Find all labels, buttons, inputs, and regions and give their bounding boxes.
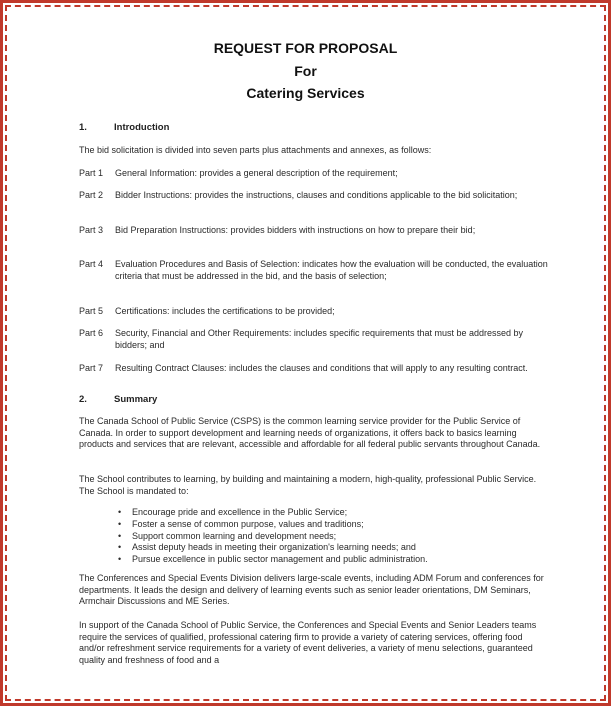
part-description: Bid Preparation Instructions: provides bidders with instructions on how to prepare their bid; (115, 225, 476, 235)
list-item (118, 507, 518, 519)
part-label: Part 3 (79, 225, 104, 235)
part-item (79, 306, 549, 318)
summary-paragraph-3: The Conferences and Special Events Division delivers large-scale events, including ADM Forum and conferences for departments. It leads the design and delivery of learning events such as senior leader orientations, DM Seminars, Armchair Discussions and ME Series. (79, 573, 544, 606)
section-number: 2. (79, 394, 87, 405)
part-description: Certifications: includes the certifications to be provided; (115, 306, 335, 316)
part-description: Resulting Contract Clauses: includes the clauses and conditions that will apply to any resulting contract. (115, 363, 528, 373)
part-description: General Information: provides a general description of the requirement; (115, 168, 398, 178)
part-label: Part 7 (79, 363, 104, 373)
list-item (118, 554, 518, 566)
bullet-icon: • (118, 542, 122, 553)
part-description: Bidder Instructions: provides the instructions, clauses and conditions applicable to the bid solicitation; (115, 190, 518, 200)
list-item-text: Assist deputy heads in meeting their organization's learning needs; and (132, 542, 416, 553)
part-item (79, 190, 549, 202)
part-label: Part 5 (79, 306, 104, 316)
list-item (118, 542, 518, 554)
part-label: Part 4 (79, 259, 104, 269)
part-item (79, 225, 549, 237)
part-item (79, 328, 549, 351)
section-title: Introduction (114, 122, 170, 133)
part-label: Part 2 (79, 190, 104, 200)
part-item (79, 259, 549, 282)
list-item (118, 531, 518, 543)
list-item-text: Pursue excellence in public sector management and public administration. (132, 554, 428, 565)
part-item (79, 363, 549, 375)
bullet-icon: • (118, 507, 122, 517)
summary-paragraph-2: The School contributes to learning, by building and maintaining a modern, high-quality, professional Public Service. The School is mandated to: (79, 474, 537, 496)
part-label: Part 1 (79, 168, 104, 178)
part-description: Evaluation Procedures and Basis of Selection: indicates how the evaluation will be conducted, the evaluation criteria that must be addressed in the bid, and the basis of selection; (115, 259, 548, 281)
section-title: Summary (114, 394, 158, 405)
document-title: REQUEST FOR PROPOSAL (213, 40, 398, 56)
list-item-text: Support common learning and development needs; (132, 530, 337, 541)
bullet-icon: • (118, 518, 122, 529)
part-item (79, 168, 549, 180)
intro-paragraph: The bid solicitation is divided into seven parts plus attachments and annexes, as follows: (79, 145, 432, 155)
summary-paragraph-1: The Canada School of Public Service (CSPS) is the common learning service provider for the Public Service of Canada. In order to support development and learning needs of organizations, it offers back to basics learning products and services that are relevant, accessible and affordable for all federal public servants throughout Canada. (79, 416, 541, 449)
document-subtitle: Catering Services (246, 85, 365, 101)
summary-paragraph-4: In support of the Canada School of Public Service, the Conferences and Special Events and Senior Leaders teams require the services of qualified, professional catering firm to provide a variety of catering services, offering food and/or refreshment service requirements for a variety of event deliveries, a variety of menu selections, guaranteed quality and freshness of food and a (79, 620, 537, 665)
document-title-for: For (294, 63, 317, 79)
bullet-icon: • (118, 554, 122, 565)
list-item-text: Foster a sense of common purpose, values and traditions; (132, 518, 364, 529)
part-description: Security, Financial and Other Requirements: includes specific requirements that must be addressed by bidders; and (115, 328, 524, 350)
section-number: 1. (79, 122, 87, 133)
part-label: Part 6 (79, 328, 104, 338)
list-item-text: Encourage pride and excellence in the Public Service; (132, 507, 348, 517)
list-item (118, 519, 518, 531)
mandate-list (118, 507, 518, 566)
bullet-icon: • (118, 530, 122, 541)
